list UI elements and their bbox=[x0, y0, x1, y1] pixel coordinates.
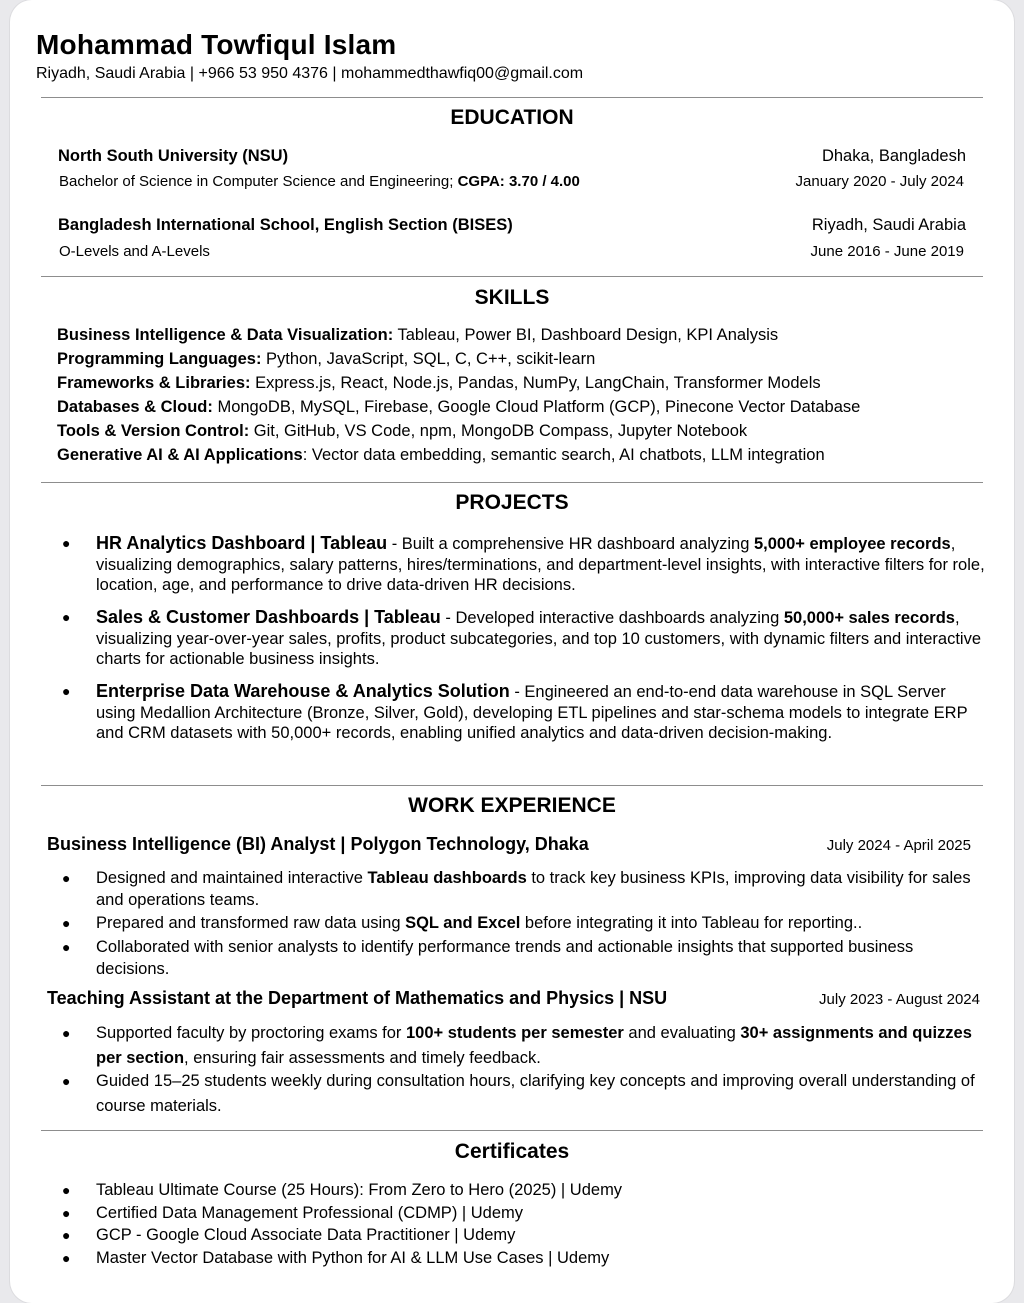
skill-line: Business Intelligence & Data Visualization: Tableau, Power BI, Dashboard Design, KPI Analysis bbox=[57, 326, 779, 344]
skill-line: Tools & Version Control: Git, GitHub, VS Code, npm, MongoDB Compass, Jupyter Notebook bbox=[57, 422, 748, 440]
project-item: ● Enterprise Data Warehouse & Analytics Solution - Engineered an end-to-end data warehouse in SQL Server using Medallion Architecture (Bronze, Silver, Gold), developing ETL pipelines and star-schema models to integrate ERP and CRM datasets with 50,000+ records, enabling unified analytics and data-driven decision-making. bbox=[62, 681, 968, 742]
education-dates: June 2016 - June 2019 bbox=[810, 243, 964, 260]
job-dates: July 2023 - August 2024 bbox=[819, 991, 980, 1008]
certificates-heading: Certificates bbox=[454, 1140, 570, 1163]
resume-page: Mohammad Towfiqul Islam Riyadh, Saudi Arabia | +966 53 950 4376 | mohammedthawfiq00@gmail.com EDUCATION North South University (NSU) Dhaka, Bangladesh Bachelor of Science in Computer Science and Engineering; CGPA: 3.70 / 4.00 January 2020 - July 2024 Bangladesh International School, English Section (BISES) Riyadh, Saudi Arabia O-Levels and A-Levels June 2016 - June 2019 SKILLS Business Intelligence & Data Visualization: Tableau, Power BI, Dashboard Design, KPI Analysis Programming Languages: Python, JavaScript, SQL, C, C++, scikit-learn Frameworks & Libraries: Express.js, React, Node.js, Pandas, NumPy, LangChain, Transformer Models Databases & Cloud: MongoDB, MySQL, Firebase, Google Cloud Platform (GCP), Pinecone Vector Database Tools & Version Control: Git, GitHub, VS Code, npm, MongoDB Compass, Jupyter Notebook Generative AI & AI Applications: Vector data embedding, semantic search, AI chatbots, LLM integration PROJECTS ● HR Analytics Dashboard | Tableau - Built a comprehensive HR dashboard analyzing 5,000+ employee records, visualizing demographics, salary patterns, hires/terminations, and department-level insights, with interactive filters for role, location, age, and performance to drive data-driven HR decisions. ● Sales & Customer Dashboards | Tableau - Developed interactive dashboards analyzing 50,000+ sales records, visualizing year-over-year sales, profits, product subcategories, and top 10 customers, with dynamic filters and interactive charts for actionable business insights. ● Enterprise Data Warehouse & Analytics Solution - Engineered an end-to-end data warehouse in SQL Server using Medallion Architecture (Bronze, Silver, Gold), developing ETL pipelines and star-schema models to integrate ERP and CRM datasets with 50,000+ records, enabling unified analytics and data-driven decision-making. WORK EXPERIENCE Business Intelligence (BI) Analyst | Polygon Technology, Dhaka July 2024 - April 2025 ● Designed and maintained interactive Tableau dashboards to track key business KPIs, improving data visibility for sales and operations teams. ● Prepared and transformed raw data using SQL and Excel before integrating it into Tableau for reporting.. ● Collaborated with senior analysts to identify performance trends and actionable insights that supported business decisions. Teaching Assistant at the Department of Mathematics and Physics | NSU July 2023 - August 2024 ● Supported faculty by proctoring exams for 100+ students per semester and evaluating 30+ assignments and quizzes per section, ensuring fair assessments and timely feedback. ● Guided 15–25 students weekly during consultation hours, clarifying key concepts and improving overall understanding of course materials. Certificates ● Tableau Ultimate Course (25 Hours): From Zero to Hero (2025) | Udemy ● Certified Data Management Professional (CDMP) | Udemy ● GCP - Google Cloud Associate Data Practitioner | Udemy ● Master Vector Database with Python for AI & LLM Use Cases | Udemy bbox=[10, 0, 1014, 1303]
divider bbox=[41, 482, 983, 483]
bullet-icon: ● bbox=[62, 1073, 71, 1089]
bullet-icon: ● bbox=[62, 1182, 71, 1198]
skill-line: Frameworks & Libraries: Express.js, React, Node.js, Pandas, NumPy, LangChain, Transformer Models bbox=[57, 374, 821, 392]
project-name: Sales & Customer Dashboards | Tableau bbox=[96, 607, 441, 627]
contact-line: Riyadh, Saudi Arabia | +966 53 950 4376 | mohammedthawfiq00@gmail.com bbox=[36, 65, 584, 82]
skill-line: Generative AI & AI Applications: Vector data embedding, semantic search, AI chatbots, LLM integration bbox=[57, 446, 825, 464]
project-item: ● HR Analytics Dashboard | Tableau - Built a comprehensive HR dashboard analyzing 5,000+ employee records, visualizing demographics, salary patterns, hires/terminations, and department-level insights, with interactive filters for role, location, age, and performance to drive data-driven HR decisions. bbox=[62, 533, 985, 594]
bullet-icon: ● bbox=[62, 939, 71, 955]
bullet-icon: ● bbox=[62, 535, 71, 551]
education-location: Dhaka, Bangladesh bbox=[821, 147, 966, 165]
skill-line: Databases & Cloud: MongoDB, MySQL, Firebase, Google Cloud Platform (GCP), Pinecone Vector Database bbox=[57, 398, 861, 416]
skill-line: Programming Languages: Python, JavaScript, SQL, C, C++, scikit-learn bbox=[57, 350, 596, 368]
education-heading: EDUCATION bbox=[450, 106, 574, 129]
candidate-name: Mohammad Towfiqul Islam bbox=[36, 29, 397, 60]
job-title: Business Intelligence (BI) Analyst | Polygon Technology, Dhaka bbox=[47, 834, 589, 854]
education-grade: CGPA: 3.70 / 4.00 bbox=[457, 173, 580, 190]
education-location: Riyadh, Saudi Arabia bbox=[811, 216, 966, 234]
project-name: HR Analytics Dashboard | Tableau bbox=[96, 533, 388, 553]
bullet-icon: ● bbox=[62, 683, 71, 699]
education-degree: O-Levels and A-Levels bbox=[59, 243, 210, 260]
job-title: Teaching Assistant at the Department of Mathematics and Physics | NSU bbox=[47, 988, 668, 1008]
education-school: North South University (NSU) bbox=[58, 147, 289, 165]
projects-heading: PROJECTS bbox=[455, 491, 569, 514]
divider bbox=[41, 276, 983, 277]
education-dates: January 2020 - July 2024 bbox=[795, 173, 964, 190]
bullet-icon: ● bbox=[62, 915, 71, 931]
bullet-icon: ● bbox=[62, 1025, 71, 1041]
bullet-icon: ● bbox=[62, 1227, 71, 1243]
education-degree: Bachelor of Science in Computer Science and Engineering; CGPA: 3.70 / 4.00 bbox=[59, 173, 580, 190]
education-school: Bangladesh International School, English Section (BISES) bbox=[58, 216, 513, 234]
work-heading: WORK EXPERIENCE bbox=[408, 794, 616, 817]
divider bbox=[41, 1130, 983, 1131]
bullet-icon: ● bbox=[62, 870, 71, 886]
bullet-icon: ● bbox=[62, 609, 71, 625]
project-item: ● Sales & Customer Dashboards | Tableau - Developed interactive dashboards analyzing 50,000+ sales records, visualizing year-over-year sales, profits, product subcategories, and top 10 customers, with dynamic filters and interactive charts for actionable business insights. bbox=[62, 607, 981, 668]
project-name: Enterprise Data Warehouse & Analytics Solution bbox=[96, 681, 510, 701]
skills-heading: SKILLS bbox=[474, 286, 550, 309]
job-dates: July 2024 - April 2025 bbox=[826, 837, 971, 854]
divider bbox=[41, 97, 983, 98]
bullet-icon: ● bbox=[62, 1250, 71, 1266]
bullet-icon: ● bbox=[62, 1205, 71, 1221]
divider bbox=[41, 785, 983, 786]
